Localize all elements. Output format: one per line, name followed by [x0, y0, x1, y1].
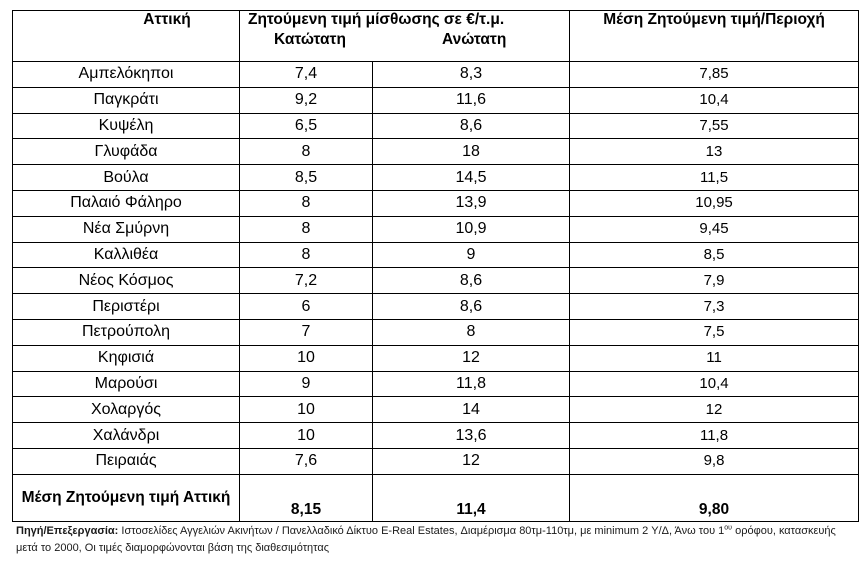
- table-row: [13, 165, 859, 191]
- table-row: [13, 62, 859, 88]
- max-price-cell: 8,6: [373, 268, 570, 294]
- region-cell: Πετρούπολη: [13, 319, 240, 345]
- region-cell: Γλυφάδα: [13, 139, 240, 165]
- table-row: [13, 139, 859, 165]
- region-cell: Αμπελόκηποι: [13, 62, 240, 88]
- region-cell: Χολαργός: [13, 397, 240, 423]
- rent-price-table: [12, 10, 859, 522]
- region-cell: Καλλιθέα: [13, 242, 240, 268]
- region-cell: Βούλα: [13, 165, 240, 191]
- source-text: Ιστοσελίδες Αγγελιών Ακινήτων / Πανελλαδικό Δίκτυο E-Real Estates, Διαμέρισμα 80τμ-110τμ, με minimum 2 Υ/Δ, Άνω του 1: [118, 525, 725, 537]
- table-row: [13, 448, 859, 474]
- header-max: Ανώτατη: [442, 31, 507, 48]
- table-row: [13, 242, 859, 268]
- table-row: [13, 113, 859, 139]
- header-price-subheaders: [240, 31, 569, 49]
- max-price-cell: 8,3: [373, 62, 570, 88]
- max-price-cell: 18: [373, 139, 570, 165]
- average-price-cell: 7,55: [570, 113, 859, 139]
- header-average: Μέση Ζητούμενη τιμή/Περιοχή: [570, 11, 859, 62]
- region-cell: Παλαιό Φάληρο: [13, 190, 240, 216]
- total-average-cell: 9,80: [570, 474, 859, 521]
- min-price-cell: 8,5: [240, 165, 373, 191]
- region-cell: Κηφισιά: [13, 345, 240, 371]
- min-price-cell: 10: [240, 397, 373, 423]
- source-superscript: ου: [724, 524, 733, 532]
- min-price-cell: 7,6: [240, 448, 373, 474]
- average-price-cell: 10,95: [570, 190, 859, 216]
- region-cell: Μαρούσι: [13, 371, 240, 397]
- header-min: Κατώτατη: [274, 31, 346, 48]
- average-price-cell: 11: [570, 345, 859, 371]
- average-price-cell: 11,5: [570, 165, 859, 191]
- min-price-cell: 10: [240, 345, 373, 371]
- average-price-cell: 10,4: [570, 87, 859, 113]
- max-price-cell: 11,6: [373, 87, 570, 113]
- header-price-group: [240, 11, 570, 62]
- min-price-cell: 7,2: [240, 268, 373, 294]
- region-cell: Πειραιάς: [13, 448, 240, 474]
- average-price-cell: 8,5: [570, 242, 859, 268]
- source-note: [16, 523, 856, 557]
- average-price-cell: 7,85: [570, 62, 859, 88]
- min-price-cell: 8: [240, 242, 373, 268]
- max-price-cell: 11,8: [373, 371, 570, 397]
- table-row: [13, 268, 859, 294]
- table-row: [13, 397, 859, 423]
- max-price-cell: 8: [373, 319, 570, 345]
- total-min-cell: 8,15: [240, 474, 373, 521]
- region-cell: Κυψέλη: [13, 113, 240, 139]
- min-price-cell: 6: [240, 294, 373, 320]
- max-price-cell: 8,6: [373, 294, 570, 320]
- min-price-cell: 8: [240, 190, 373, 216]
- source-label: Πηγή/Επεξεργασία:: [16, 525, 119, 537]
- min-price-cell: 7,4: [240, 62, 373, 88]
- total-max-cell: 11,4: [373, 474, 570, 521]
- min-price-cell: 9: [240, 371, 373, 397]
- max-price-cell: 13,6: [373, 423, 570, 449]
- max-price-cell: 12: [373, 345, 570, 371]
- region-cell: Νέα Σμύρνη: [13, 216, 240, 242]
- region-cell: Περιστέρι: [13, 294, 240, 320]
- max-price-cell: 14: [373, 397, 570, 423]
- region-cell: Νέος Κόσμος: [13, 268, 240, 294]
- average-price-cell: 11,8: [570, 423, 859, 449]
- average-price-cell: 7,3: [570, 294, 859, 320]
- average-price-cell: 7,9: [570, 268, 859, 294]
- table-header-row: [13, 11, 859, 62]
- table-row: [13, 319, 859, 345]
- average-price-cell: 10,4: [570, 371, 859, 397]
- average-price-cell: 9,45: [570, 216, 859, 242]
- max-price-cell: 8,6: [373, 113, 570, 139]
- average-price-cell: 7,5: [570, 319, 859, 345]
- max-price-cell: 10,9: [373, 216, 570, 242]
- min-price-cell: 7: [240, 319, 373, 345]
- average-price-cell: 13: [570, 139, 859, 165]
- region-cell: Χαλάνδρι: [13, 423, 240, 449]
- header-price-title: Ζητούμενη τιμή μίσθωσης σε €/τ.μ.: [248, 11, 505, 28]
- max-price-cell: 12: [373, 448, 570, 474]
- table-row: [13, 190, 859, 216]
- min-price-cell: 8: [240, 216, 373, 242]
- max-price-cell: 9: [373, 242, 570, 268]
- max-price-cell: 13,9: [373, 190, 570, 216]
- min-price-cell: 8: [240, 139, 373, 165]
- header-region: Αττική: [13, 11, 240, 62]
- average-price-cell: 12: [570, 397, 859, 423]
- source-text-continued: ορόφου, κατασκευής μετά το 2000, Οι τιμές διαμορφώνονται βάση της διαθεσιμότητας: [16, 525, 836, 554]
- table-row: [13, 216, 859, 242]
- table-row: [13, 294, 859, 320]
- table-row: [13, 87, 859, 113]
- region-cell: Παγκράτι: [13, 87, 240, 113]
- min-price-cell: 9,2: [240, 87, 373, 113]
- max-price-cell: 14,5: [373, 165, 570, 191]
- table-row: [13, 371, 859, 397]
- table-total-row: [13, 474, 859, 521]
- table-row: [13, 345, 859, 371]
- total-label-cell: Μέση Ζητούμενη τιμή Αττική: [13, 474, 240, 521]
- min-price-cell: 6,5: [240, 113, 373, 139]
- average-price-cell: 9,8: [570, 448, 859, 474]
- min-price-cell: 10: [240, 423, 373, 449]
- table-row: [13, 423, 859, 449]
